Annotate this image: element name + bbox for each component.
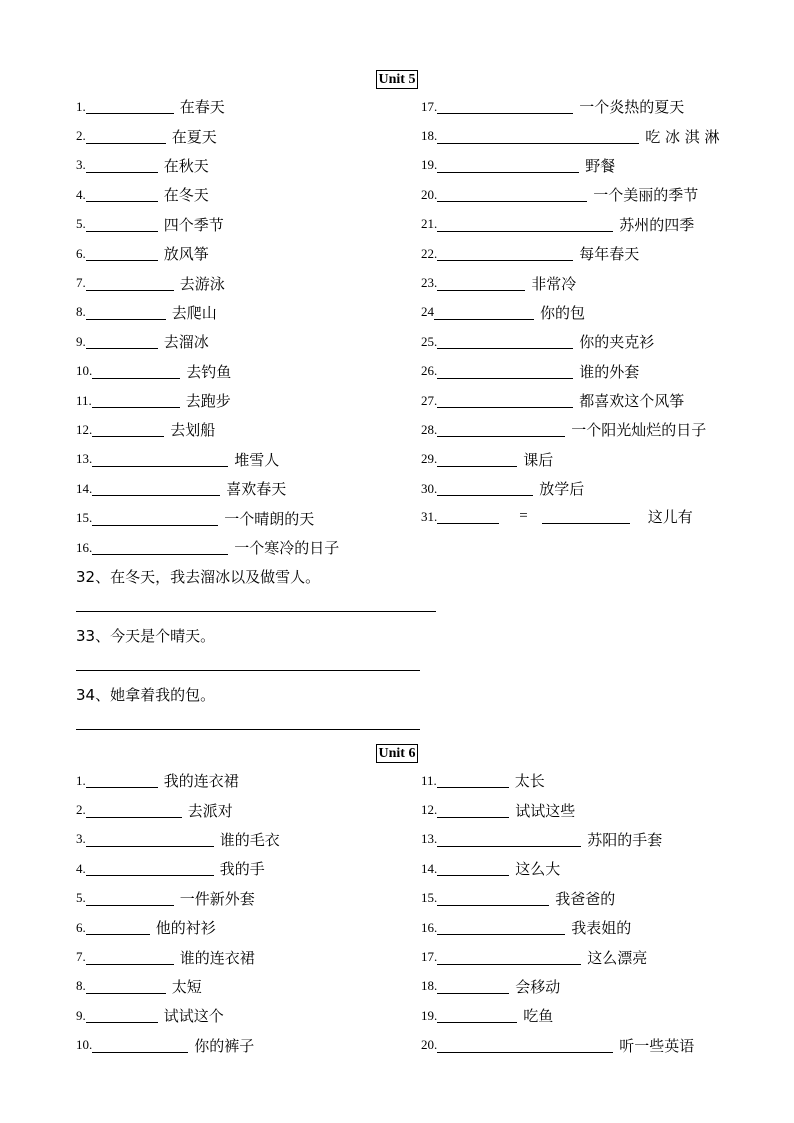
item-number: 19. xyxy=(421,1007,438,1023)
exercise-row xyxy=(76,854,436,883)
item-prompt: 你的裤子 xyxy=(194,1036,255,1055)
item-number: 19. xyxy=(421,157,438,173)
item-number: 1. xyxy=(76,772,86,788)
item-prompt: 太短 xyxy=(171,977,202,996)
exercise-row xyxy=(76,268,436,297)
answer-blank[interactable] xyxy=(437,481,533,496)
item-prompt: 非常冷 xyxy=(531,274,577,293)
exercise-row xyxy=(76,121,436,150)
answer-blank[interactable] xyxy=(86,861,214,876)
unit5-row-31 xyxy=(421,502,781,531)
item-number: 9. xyxy=(76,333,86,349)
answer-blank[interactable] xyxy=(86,99,174,114)
item-number: 16. xyxy=(76,539,93,555)
unit6-title: Unit 6 xyxy=(376,744,419,763)
answer-blank[interactable] xyxy=(86,246,158,261)
item-prompt: 去爬山 xyxy=(171,303,217,322)
exercise-row xyxy=(421,210,781,239)
sentence-33: 33、今天是个晴天。 xyxy=(76,627,216,645)
item-prompt: 我表姐的 xyxy=(571,919,632,938)
answer-blank[interactable] xyxy=(92,422,164,437)
answer-blank[interactable] xyxy=(437,803,509,818)
answer-blank[interactable] xyxy=(434,305,534,320)
sentence-34: 34、她拿着我的包。 xyxy=(76,686,216,704)
exercise-row xyxy=(76,239,436,268)
exercise-row xyxy=(421,913,781,942)
exercise-row xyxy=(421,180,781,209)
exercise-row xyxy=(421,795,781,824)
exercise-row xyxy=(421,357,781,386)
sentence-32-answer-line[interactable] xyxy=(76,611,436,612)
answer-blank[interactable] xyxy=(437,422,565,437)
answer-blank[interactable] xyxy=(92,364,180,379)
exercise-row xyxy=(421,298,781,327)
exercise-row xyxy=(421,854,781,883)
item-number: 28. xyxy=(421,421,438,437)
answer-blank[interactable] xyxy=(86,773,158,788)
item-prompt: 一个寒冷的日子 xyxy=(234,539,340,558)
unit5-title: Unit 5 xyxy=(376,70,419,89)
unit6-title-box xyxy=(0,742,794,763)
item-number: 20. xyxy=(421,186,438,202)
answer-blank[interactable] xyxy=(437,509,499,524)
item-number: 11. xyxy=(76,392,92,408)
item-number: 27. xyxy=(421,392,438,408)
item-prompt: 去跑步 xyxy=(185,392,231,411)
item-prompt: 在春天 xyxy=(179,98,225,117)
exercise-row xyxy=(76,327,436,356)
answer-blank[interactable] xyxy=(437,1038,613,1053)
item-number: 7. xyxy=(76,275,86,291)
item-number: 2. xyxy=(76,802,86,818)
item-number: 4. xyxy=(76,186,86,202)
answer-blank[interactable] xyxy=(437,950,581,965)
item-prompt: 去游泳 xyxy=(179,274,225,293)
answer-blank[interactable] xyxy=(92,540,228,555)
item-number: 12. xyxy=(76,421,93,437)
exercise-row xyxy=(421,972,781,1001)
item-number: 13. xyxy=(76,451,93,467)
item-prompt: 堆雪人 xyxy=(234,450,280,469)
item-number: 15. xyxy=(421,890,438,906)
answer-blank[interactable] xyxy=(437,832,581,847)
exercise-row xyxy=(76,795,436,824)
item-prompt: 一件新外套 xyxy=(179,889,255,908)
item-number: 29. xyxy=(421,451,438,467)
item-number: 18. xyxy=(421,128,438,144)
item-prompt: 我爸爸的 xyxy=(555,889,616,908)
exercise-row xyxy=(76,503,436,532)
answer-blank[interactable] xyxy=(437,920,565,935)
item-prompt: 去钓鱼 xyxy=(186,362,232,381)
item-number: 13. xyxy=(421,831,438,847)
item-number: 24 xyxy=(421,304,434,320)
item-number: 14. xyxy=(421,860,438,876)
item-number: 12. xyxy=(421,802,438,818)
answer-blank[interactable] xyxy=(86,1008,158,1023)
answer-blank[interactable] xyxy=(437,364,573,379)
item-number: 17. xyxy=(421,98,438,114)
item-number: 6. xyxy=(76,245,86,261)
answer-blank[interactable] xyxy=(86,158,158,173)
exercise-row xyxy=(76,913,436,942)
exercise-row xyxy=(76,1031,436,1060)
item-prompt: 苏阳的手套 xyxy=(587,830,663,849)
equals-sign: = xyxy=(519,508,528,525)
exercise-row xyxy=(421,1031,781,1060)
exercise-row xyxy=(421,884,781,913)
answer-blank[interactable] xyxy=(92,452,228,467)
item-prompt: 这儿有 xyxy=(647,508,693,527)
item-number: 6. xyxy=(76,919,86,935)
item-prompt: 一个炎热的夏天 xyxy=(579,98,685,117)
unit6-right-column xyxy=(421,766,781,1060)
item-number: 4. xyxy=(76,860,86,876)
item-prompt: 一个美丽的季节 xyxy=(593,186,699,205)
answer-blank[interactable] xyxy=(437,187,587,202)
item-number: 10. xyxy=(76,363,93,379)
answer-blank[interactable] xyxy=(92,1038,188,1053)
exercise-row xyxy=(76,474,436,503)
item-number: 23. xyxy=(421,275,438,291)
answer-blank[interactable] xyxy=(542,509,630,524)
item-prompt: 每年春天 xyxy=(579,245,640,264)
item-prompt: 去溜冰 xyxy=(163,333,209,352)
item-prompt: 我的连衣裙 xyxy=(163,772,239,791)
item-number: 8. xyxy=(76,304,86,320)
answer-blank[interactable] xyxy=(86,217,158,232)
answer-blank[interactable] xyxy=(86,803,182,818)
answer-blank[interactable] xyxy=(86,950,174,965)
answer-blank[interactable] xyxy=(86,920,150,935)
item-prompt: 会移动 xyxy=(515,977,561,996)
item-prompt: 太长 xyxy=(514,772,545,791)
item-prompt: 你的包 xyxy=(540,303,586,322)
item-number: 15. xyxy=(76,510,93,526)
item-number: 8. xyxy=(76,978,86,994)
exercise-row xyxy=(421,239,781,268)
unit6-left-column xyxy=(76,766,436,1060)
answer-blank[interactable] xyxy=(437,334,573,349)
exercise-row xyxy=(76,972,436,1001)
item-number: 21. xyxy=(421,216,438,232)
item-prompt: 试试这个 xyxy=(163,1007,224,1026)
item-prompt: 在冬天 xyxy=(163,186,209,205)
item-prompt: 这么大 xyxy=(515,860,561,879)
answer-blank[interactable] xyxy=(86,276,174,291)
item-number: 26. xyxy=(421,363,438,379)
exercise-row xyxy=(421,121,781,150)
exercise-row xyxy=(76,210,436,239)
answer-blank[interactable] xyxy=(86,305,166,320)
item-number: 17. xyxy=(421,949,438,965)
exercise-row xyxy=(421,942,781,971)
answer-blank[interactable] xyxy=(437,276,525,291)
item-number: 30. xyxy=(421,480,438,496)
exercise-row xyxy=(421,825,781,854)
exercise-row xyxy=(76,92,436,121)
exercise-row xyxy=(76,533,436,562)
exercise-row xyxy=(76,415,436,444)
answer-blank[interactable] xyxy=(437,891,549,906)
exercise-row xyxy=(421,92,781,121)
item-prompt: 放学后 xyxy=(539,480,585,499)
exercise-row xyxy=(421,268,781,297)
answer-blank[interactable] xyxy=(437,246,573,261)
item-number: 9. xyxy=(76,1007,86,1023)
exercise-row xyxy=(76,298,436,327)
exercise-row xyxy=(76,386,436,415)
answer-blank[interactable] xyxy=(437,1008,517,1023)
exercise-row xyxy=(76,942,436,971)
item-prompt: 四个季节 xyxy=(163,215,224,234)
item-number: 16. xyxy=(421,919,438,935)
unit5-left-column xyxy=(76,92,436,562)
item-number: 18. xyxy=(421,978,438,994)
item-prompt: 吃鱼 xyxy=(523,1007,554,1026)
item-number: 20. xyxy=(421,1037,438,1053)
item-prompt: 去划船 xyxy=(170,421,216,440)
answer-blank[interactable] xyxy=(437,393,573,408)
unit5-title-box xyxy=(0,68,794,89)
item-number: 31. xyxy=(421,508,438,524)
answer-blank[interactable] xyxy=(86,334,158,349)
exercise-row xyxy=(421,415,781,444)
item-prompt: 他的衬衫 xyxy=(155,919,216,938)
item-prompt: 谁的毛衣 xyxy=(219,830,280,849)
answer-blank[interactable] xyxy=(92,393,180,408)
item-prompt: 我的手 xyxy=(219,860,265,879)
answer-blank[interactable] xyxy=(86,891,174,906)
item-prompt: 苏州的四季 xyxy=(619,215,695,234)
item-prompt: 在夏天 xyxy=(171,127,217,146)
item-number: 25. xyxy=(421,333,438,349)
item-prompt: 谁的连衣裙 xyxy=(179,948,255,967)
exercise-row xyxy=(76,1001,436,1030)
answer-blank[interactable] xyxy=(437,452,517,467)
answer-blank[interactable] xyxy=(86,187,158,202)
item-prompt: 喜欢春天 xyxy=(226,480,287,499)
item-prompt: 你的夹克衫 xyxy=(579,333,655,352)
answer-blank[interactable] xyxy=(437,129,639,144)
item-prompt: 谁的外套 xyxy=(579,362,640,381)
exercise-row xyxy=(421,445,781,474)
item-number: 11. xyxy=(421,772,437,788)
item-number: 5. xyxy=(76,890,86,906)
exercise-row xyxy=(76,825,436,854)
exercise-row xyxy=(76,151,436,180)
answer-blank[interactable] xyxy=(437,158,579,173)
exercise-row xyxy=(421,327,781,356)
item-prompt: 去派对 xyxy=(187,801,233,820)
answer-blank[interactable] xyxy=(437,861,509,876)
item-prompt: 野餐 xyxy=(585,156,616,175)
answer-blank[interactable] xyxy=(86,832,214,847)
item-prompt: 在秋天 xyxy=(163,156,209,175)
item-prompt: 都喜欢这个风筝 xyxy=(579,392,685,411)
item-prompt: 听一些英语 xyxy=(619,1036,695,1055)
answer-blank[interactable] xyxy=(92,511,218,526)
answer-blank[interactable] xyxy=(86,979,166,994)
item-number: 14. xyxy=(76,480,93,496)
item-number: 3. xyxy=(76,831,86,847)
item-prompt: 试试这些 xyxy=(515,801,576,820)
answer-blank[interactable] xyxy=(86,129,166,144)
exercise-row xyxy=(76,180,436,209)
item-prompt: 这么漂亮 xyxy=(587,948,648,967)
exercise-row xyxy=(421,474,781,503)
answer-blank[interactable] xyxy=(437,99,573,114)
sentence-33-answer-line[interactable] xyxy=(76,670,420,671)
item-prompt: 放风筝 xyxy=(163,245,209,264)
exercise-row xyxy=(421,1001,781,1030)
item-number: 10. xyxy=(76,1037,93,1053)
sentence-32: 32、在冬天，我去溜冰以及做雪人。 xyxy=(76,568,321,586)
exercise-row xyxy=(76,445,436,474)
answer-blank[interactable] xyxy=(437,217,613,232)
sentence-34-answer-line[interactable] xyxy=(76,729,420,730)
item-prompt: 课后 xyxy=(523,450,554,469)
item-prompt: 一个晴朗的天 xyxy=(224,509,315,528)
exercise-row xyxy=(421,386,781,415)
answer-blank[interactable] xyxy=(437,773,509,788)
answer-blank[interactable] xyxy=(437,979,509,994)
exercise-row xyxy=(421,766,781,795)
exercise-row xyxy=(76,357,436,386)
exercise-row xyxy=(76,884,436,913)
item-number: 3. xyxy=(76,157,86,173)
item-number: 7. xyxy=(76,949,86,965)
exercise-row xyxy=(421,151,781,180)
item-prompt: 一个阳光灿烂的日子 xyxy=(571,421,707,440)
item-prompt: 吃 冰 淇 淋 xyxy=(645,127,720,146)
item-number: 5. xyxy=(76,216,86,232)
item-number: 1. xyxy=(76,98,86,114)
item-number: 2. xyxy=(76,128,86,144)
exercise-row xyxy=(76,766,436,795)
answer-blank[interactable] xyxy=(92,481,220,496)
unit5-right-column xyxy=(421,92,781,503)
item-number: 22. xyxy=(421,245,438,261)
